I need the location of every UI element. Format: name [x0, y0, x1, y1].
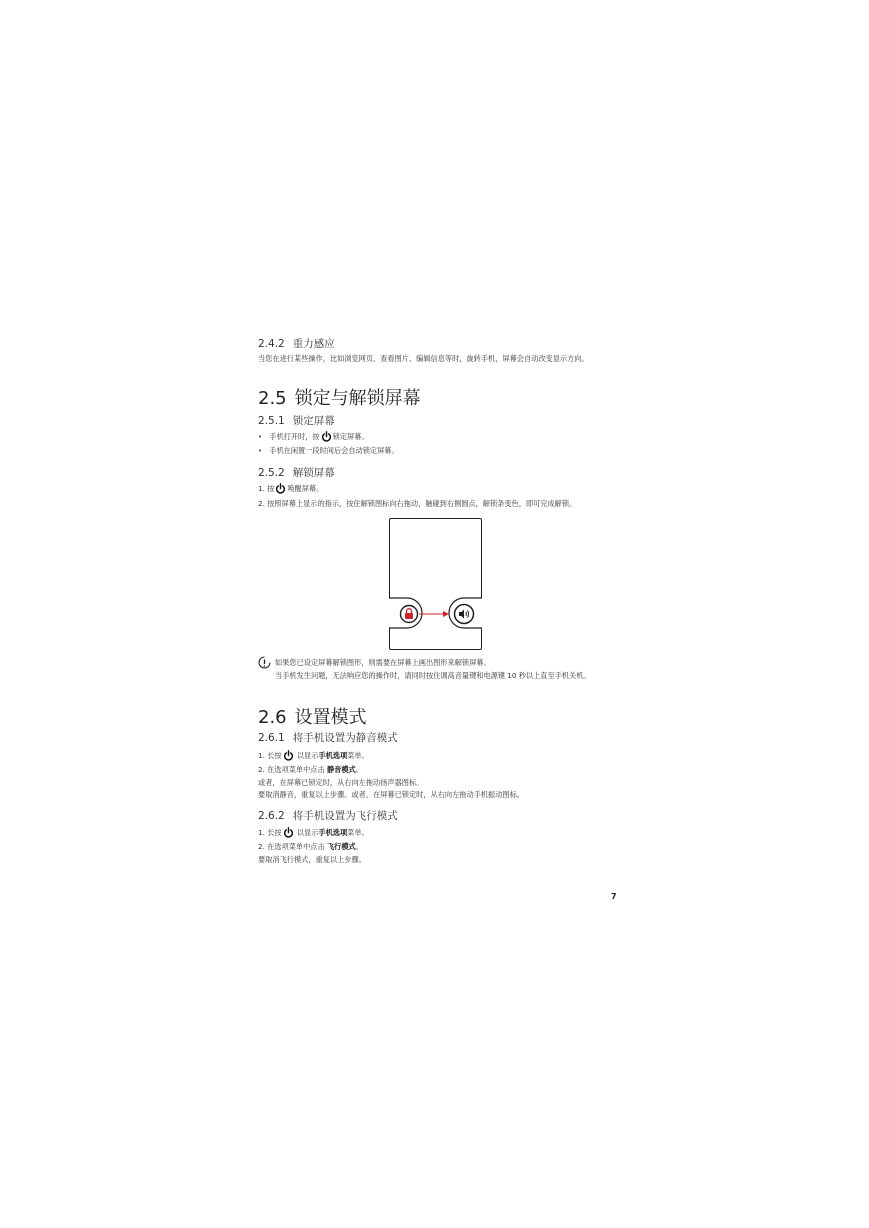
step-text: 。	[355, 842, 363, 851]
paragraph-line: 要取消静音，重复以上步骤。或者，在屏幕已锁定时，从右向左拖动手机振动图标。	[258, 790, 524, 799]
section-title: 锁定与解锁屏幕	[294, 388, 421, 409]
step-text: 2. 在选项菜单中点击	[258, 765, 327, 774]
section-title: 将手机设置为飞行模式	[292, 810, 398, 822]
step-text: 1. 按	[258, 484, 275, 493]
list-item-text: 手机在闲置一段时间后会自动锁定屏幕。	[269, 446, 399, 455]
section-number: 2.6.1	[258, 732, 285, 744]
unlock-screen-figure	[389, 518, 482, 650]
step-item	[258, 764, 363, 775]
step-text: 1. 长按	[258, 751, 282, 760]
step-text: 以显示	[294, 751, 319, 760]
step-text: 1. 长按	[258, 828, 282, 837]
power-icon	[275, 483, 286, 494]
note-text: 如果您已设定屏幕解锁图形，则需要在屏幕上画出图形来解锁屏幕。	[275, 658, 491, 667]
section-number: 2.5	[258, 388, 287, 409]
section-number: 2.4.2	[258, 338, 285, 350]
step-item	[258, 483, 323, 494]
menu-name: 手机选项	[318, 828, 348, 837]
list-item	[258, 431, 369, 443]
step-text: 2. 在选项菜单中点击	[258, 842, 327, 851]
section-title: 将手机设置为静音模式	[292, 732, 398, 744]
paragraph-line: 要取消飞行模式，重复以上步骤。	[258, 855, 366, 864]
mode-name: 飞行模式	[326, 842, 356, 851]
section-heading-2-6-1	[258, 730, 398, 745]
section-heading-2-6-2	[258, 808, 398, 823]
step-text: 菜单。	[347, 828, 369, 837]
step-item	[258, 750, 369, 761]
list-item-text: 锁定屏幕。	[332, 432, 369, 441]
step-item	[258, 841, 363, 852]
unlock-slider-illustration	[389, 518, 482, 650]
section-number: 2.5.2	[258, 467, 285, 479]
section-title: 设置模式	[294, 707, 367, 728]
step-item	[258, 827, 369, 838]
note-icon	[258, 656, 271, 669]
arrow-right-icon	[419, 609, 449, 619]
page-number: 7	[611, 892, 617, 901]
step-text: 。	[355, 765, 363, 774]
list-item	[258, 445, 399, 457]
section-heading-2-5-2	[258, 465, 335, 480]
section-number: 2.5.1	[258, 415, 285, 427]
step-item: 2. 按照屏幕上显示的指示，按住解锁图标向右拖动，触碰到右侧圆点，解锁条变色，即可完成解锁。	[258, 499, 577, 508]
section-heading-2-5-1	[258, 413, 335, 428]
list-item-text: 手机打开时，按	[269, 432, 320, 441]
lock-icon	[399, 604, 419, 624]
power-icon	[283, 827, 294, 838]
step-text: 唤醒屏幕。	[287, 484, 324, 493]
section-heading-2-4-2	[258, 336, 335, 351]
power-icon	[321, 431, 332, 442]
section-title: 解锁屏幕	[292, 467, 335, 479]
menu-name: 手机选项	[318, 751, 348, 760]
note-text: 当手机发生问题，无法响应您的操作时，请同时按住调高音量键和电源键 10 秒以上直至手机关机。	[275, 671, 591, 680]
section-title: 锁定屏幕	[292, 415, 335, 427]
paragraph-line: 或者，在屏幕已锁定时，从右向左拖动扬声器图标。	[258, 778, 424, 787]
mode-name: 静音模式	[326, 765, 356, 774]
section-heading-2-5	[258, 384, 421, 410]
section-title: 重力感应	[292, 338, 335, 350]
section-number: 2.6.2	[258, 810, 285, 822]
step-text: 以显示	[294, 828, 319, 837]
step-text: 菜单。	[347, 751, 369, 760]
power-icon	[283, 750, 294, 761]
paragraph-gravity-sensor: 当您在进行某些操作，比如浏览网页、查看图片、编辑信息等时，旋转手机，屏幕会自动改变显示方向。	[258, 354, 589, 363]
section-number: 2.6	[258, 707, 287, 728]
section-heading-2-6	[258, 703, 367, 729]
speaker-icon	[453, 603, 475, 625]
